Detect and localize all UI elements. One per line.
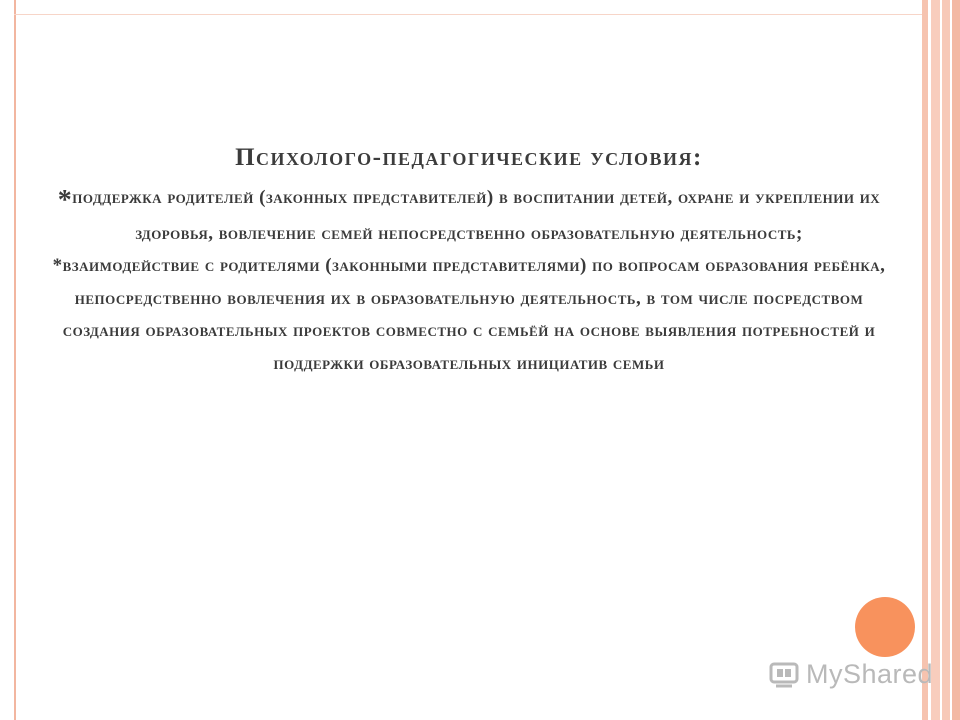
right-stripe xyxy=(952,0,960,720)
right-stripe xyxy=(931,0,940,720)
bullet-text: поддержка родителей (законных представителей) в воспитании детей, охране и укреплении их здоровья, вовлечение семей непосредственно образовательную деятельность; xyxy=(72,187,881,244)
watermark xyxy=(768,654,933,694)
top-frame-line xyxy=(14,14,922,15)
slide-body xyxy=(40,182,898,380)
left-frame-line xyxy=(14,0,16,720)
right-stripe xyxy=(942,0,950,720)
slide-title: Психолого-педагогические условия: xyxy=(235,144,703,171)
decorative-orange-circle xyxy=(855,597,915,657)
bullet-text: взаимодействие с родителями (законными представителями) по вопросам образования ребёнка, непосредственно вовлечения их в образовательную деятельность, в том числе посредством создания образовательных проектов совместно с семьёй на основе выявления потребностей и поддержки образовательных инициатив семьи xyxy=(62,255,886,374)
bullet-marker: * xyxy=(57,185,73,216)
bullet-item xyxy=(40,182,898,250)
slide-content xyxy=(40,140,898,380)
myshared-logo-icon xyxy=(768,659,800,689)
bullet-marker: * xyxy=(52,255,63,276)
bullet-item xyxy=(40,250,898,380)
watermark-text: MyShared xyxy=(806,658,934,689)
